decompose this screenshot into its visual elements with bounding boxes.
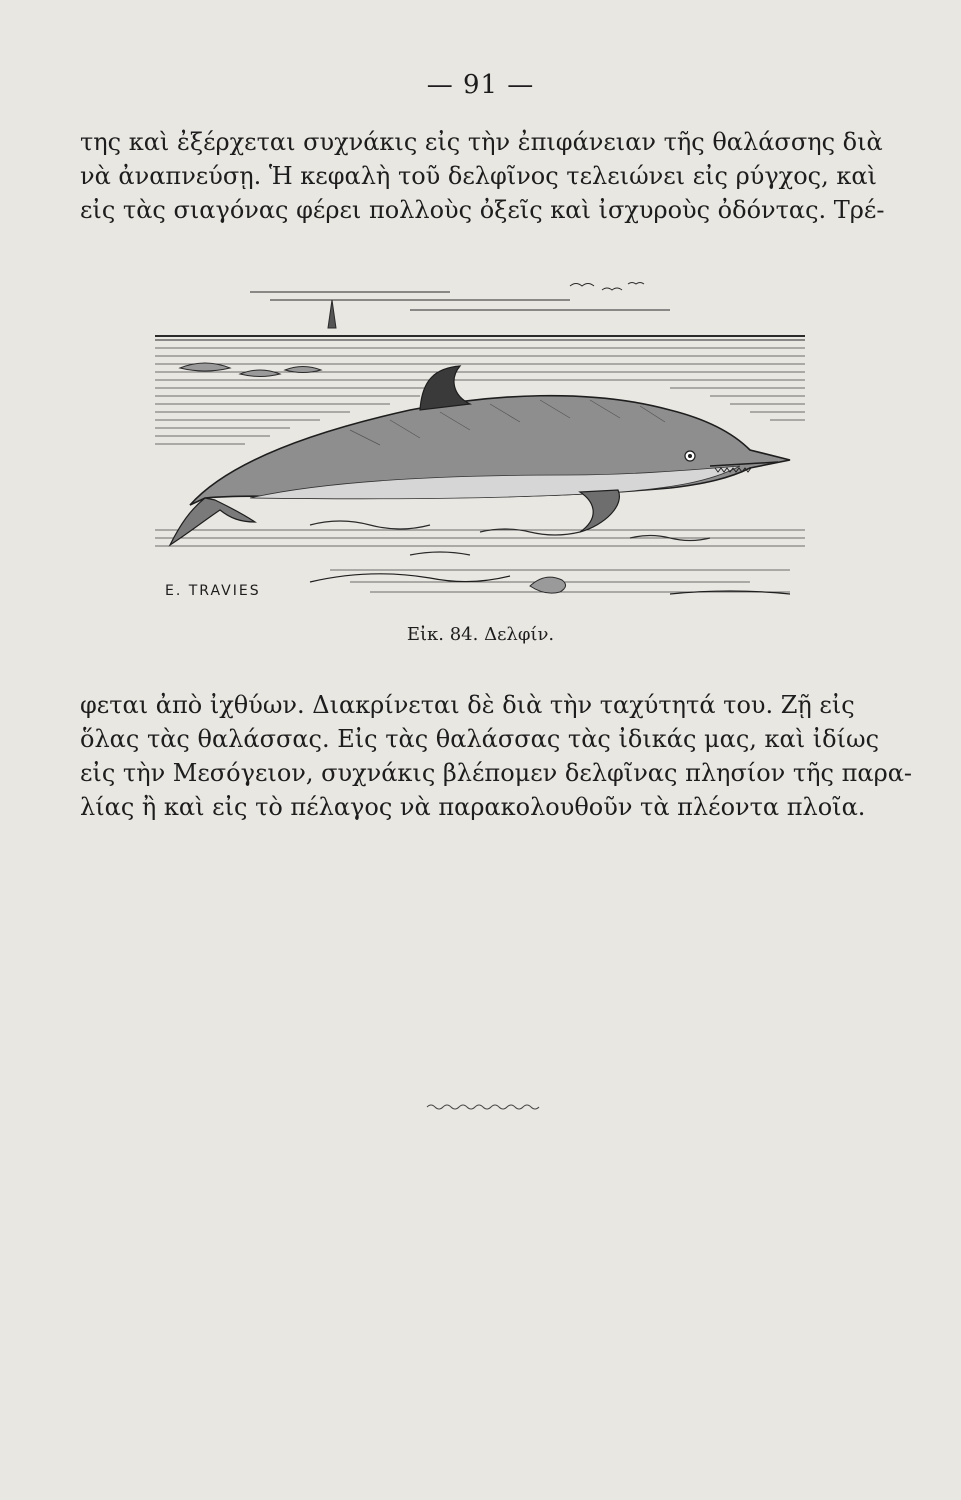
figure-caption: Εἰκ. 84. Δελφίν. [406, 624, 555, 645]
dolphin-illustration [150, 270, 810, 610]
paragraph-top [80, 125, 885, 227]
end-ornament [425, 1102, 540, 1112]
text-line: εἰς τὴν Μεσόγειον, συχνάκις βλέπομεν δελφῖνας πλησίον τῆς παρα- [80, 759, 913, 787]
page-number: — 91 — [426, 70, 535, 100]
text-line: ὅλας τὰς θαλάσσας. Εἰς τὰς θαλάσσας τὰς ἰδικάς μας, καὶ ἰδίως [80, 725, 880, 753]
text-line: εἰς τὰς σιαγόνας φέρει πολλοὺς ὀξεῖς καὶ ἰσχυροὺς ὀδόντας. Τρέ- [80, 196, 885, 224]
text-line: της καὶ ἐξέρχεται συχνάκις εἰς τὴν ἐπιφάνειαν τῆς θαλάσσης διὰ [80, 128, 883, 156]
paragraph-bottom [80, 688, 913, 824]
text-line: λίας ἢ καὶ εἰς τὸ πέλαγος νὰ παρακολουθοῦν τὰ πλέοντα πλοῖα. [80, 793, 866, 821]
text-line: νὰ ἀναπνεύσῃ. Ἡ κεφαλὴ τοῦ δελφῖνος τελειώνει εἰς ρύγχος, καὶ [80, 162, 877, 190]
artist-signature: E. TRAVIES [165, 583, 261, 599]
text-line: φεται ἀπὸ ἰχθύων. Διακρίνεται δὲ διὰ τὴν ταχύτητά του. Ζῇ εἰς [80, 691, 855, 719]
